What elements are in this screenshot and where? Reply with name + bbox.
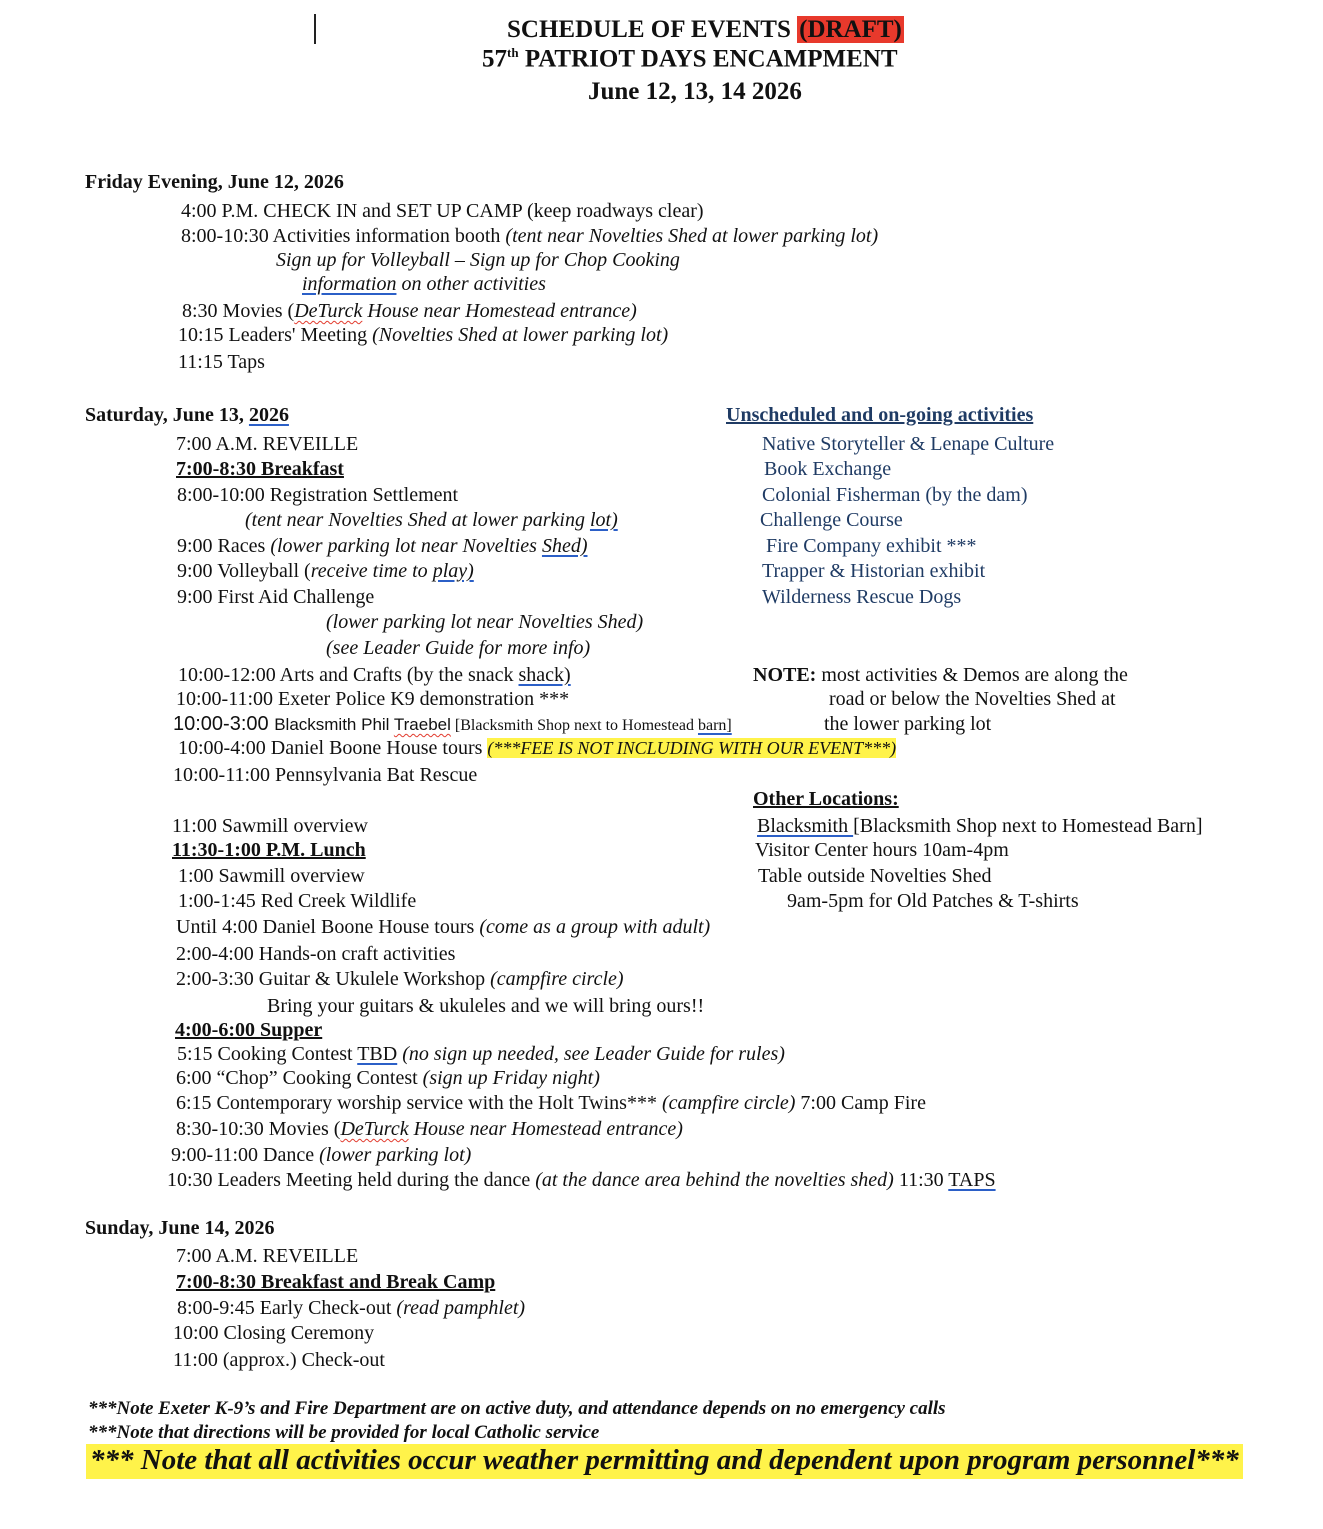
unscheduled-item: Book Exchange xyxy=(764,458,892,480)
other-location-item: Visitor Center hours 10am-4pm xyxy=(755,839,1009,861)
saturday-item: 8:00-10:00 Registration Settlement xyxy=(177,484,459,506)
sunday-heading: Sunday, June 14, 2026 xyxy=(85,1217,275,1239)
saturday-item: (see Leader Guide for more info) xyxy=(326,637,591,659)
sunday-item: 10:00 Closing Ceremony xyxy=(173,1322,375,1344)
weather-disclaimer: *** Note that all activities occur weather permitting and dependent upon program personnel*** xyxy=(86,1444,1243,1479)
footnote: ***Note that directions will be provided for local Catholic service xyxy=(88,1422,600,1443)
saturday-meal: 7:00-8:30 Breakfast xyxy=(176,458,344,480)
sunday-item: 7:00 A.M. REVEILLE xyxy=(176,1245,359,1267)
friday-item: 8:00-10:30 Activities information booth (tent near Novelties Shed at lower parking lot) xyxy=(181,225,879,247)
saturday-item: Bring your guitars & ukuleles and we will bring ours!! xyxy=(267,995,705,1017)
friday-item: 8:30 Movies (DeTurck House near Homestead entrance) xyxy=(182,300,637,322)
unscheduled-item: Native Storyteller & Lenape Culture xyxy=(762,433,1055,455)
sunday-item: 8:00-9:45 Early Check-out (read pamphlet) xyxy=(177,1297,526,1319)
saturday-item: 2:00-3:30 Guitar & Ukulele Workshop (campfire circle) xyxy=(176,968,624,990)
saturday-item: 9:00 Races (lower parking lot near Novelties Shed) xyxy=(177,535,588,557)
saturday-item: 10:30 Leaders Meeting held during the dance (at the dance area behind the novelties shed) 11:30 TAPS xyxy=(167,1169,996,1191)
saturday-item: 5:15 Cooking Contest TBD (no sign up needed, see Leader Guide for rules) xyxy=(177,1043,785,1065)
other-locations-heading: Other Locations: xyxy=(753,788,899,810)
saturday-item: 6:00 “Chop” Cooking Contest (sign up Friday night) xyxy=(176,1067,600,1089)
other-location-item: 9am-5pm for Old Patches & T-shirts xyxy=(787,890,1079,912)
unscheduled-item: Wilderness Rescue Dogs xyxy=(762,586,962,608)
unscheduled-heading: Unscheduled and on-going activities xyxy=(726,404,1034,426)
note-line: NOTE: most activities & Demos are along the xyxy=(753,664,1128,686)
unscheduled-item: Colonial Fisherman (by the dam) xyxy=(762,484,1028,506)
saturday-item: 1:00-1:45 Red Creek Wildlife xyxy=(178,890,417,912)
saturday-item: (lower parking lot near Novelties Shed) xyxy=(326,611,644,633)
saturday-item: 7:00 A.M. REVEILLE xyxy=(176,433,359,455)
saturday-meal: 4:00-6:00 Supper xyxy=(175,1019,323,1041)
event-dates: June 12, 13, 14 2026 xyxy=(588,78,802,105)
saturday-item: 10:00-3:00 Blacksmith Phil Traebel [Blacksmith Shop next to Homestead barn] xyxy=(173,713,732,735)
other-location-item: Blacksmith [Blacksmith Shop next to Homestead Barn] xyxy=(757,815,1203,837)
other-location-item: Table outside Novelties Shed xyxy=(758,865,992,887)
saturday-item: 10:00-12:00 Arts and Crafts (by the snack shack) xyxy=(178,664,571,686)
unscheduled-item: Fire Company exhibit *** xyxy=(766,535,977,557)
saturday-item: 11:00 Sawmill overview xyxy=(172,815,368,837)
friday-item: Sign up for Volleyball – Sign up for Chop Cooking xyxy=(276,249,680,271)
unscheduled-item: Trapper & Historian exhibit xyxy=(762,560,986,582)
saturday-item: 1:00 Sawmill overview xyxy=(178,865,365,887)
saturday-heading: Saturday, June 13, 2026 xyxy=(85,404,289,426)
event-title: 57th PATRIOT DAYS ENCAMPMENT xyxy=(482,45,898,73)
saturday-item: 9:00 First Aid Challenge xyxy=(177,586,375,608)
saturday-item: 9:00 Volleyball (receive time to play) xyxy=(177,560,474,582)
sunday-meal: 7:00-8:30 Breakfast and Break Camp xyxy=(176,1271,496,1293)
text-cursor xyxy=(314,14,316,44)
saturday-item: 6:15 Contemporary worship service with the Holt Twins*** (campfire circle) 7:00 Camp Fire xyxy=(176,1092,926,1114)
saturday-item: 10:00-4:00 Daniel Boone House tours (***FEE IS NOT INCLUDING WITH OUR EVENT***) xyxy=(178,737,897,759)
saturday-item: 8:30-10:30 Movies (DeTurck House near Homestead entrance) xyxy=(176,1118,683,1140)
saturday-item: 10:00-11:00 Pennsylvania Bat Rescue xyxy=(173,764,478,786)
saturday-meal: 11:30-1:00 P.M. Lunch xyxy=(172,839,366,861)
saturday-item: Until 4:00 Daniel Boone House tours (come as a group with adult) xyxy=(176,916,711,938)
saturday-item: 10:00-11:00 Exeter Police K9 demonstration *** xyxy=(176,688,570,710)
friday-item: information on other activities xyxy=(302,273,546,295)
note-line: the lower parking lot xyxy=(824,713,992,735)
saturday-item: 2:00-4:00 Hands-on craft activities xyxy=(176,943,456,965)
saturday-item: 9:00-11:00 Dance (lower parking lot) xyxy=(171,1144,472,1166)
footnote: ***Note Exeter K-9’s and Fire Department are on active duty, and attendance depends on no emergency calls xyxy=(88,1398,946,1419)
friday-item: 11:15 Taps xyxy=(178,351,265,373)
friday-item: 10:15 Leaders' Meeting (Novelties Shed at lower parking lot) xyxy=(178,324,669,346)
sunday-item: 11:00 (approx.) Check-out xyxy=(173,1349,385,1371)
friday-heading: Friday Evening, June 12, 2026 xyxy=(85,171,344,193)
unscheduled-item: Challenge Course xyxy=(760,509,903,531)
saturday-item: (tent near Novelties Shed at lower parking lot) xyxy=(245,509,618,531)
title-line xyxy=(507,17,904,42)
title-main: SCHEDULE OF EVENTS xyxy=(507,16,798,43)
note-line: road or below the Novelties Shed at xyxy=(829,688,1116,710)
draft-mark: (DRAFT) xyxy=(799,16,902,43)
friday-item: 4:00 P.M. CHECK IN and SET UP CAMP (keep roadways clear) xyxy=(181,200,704,222)
